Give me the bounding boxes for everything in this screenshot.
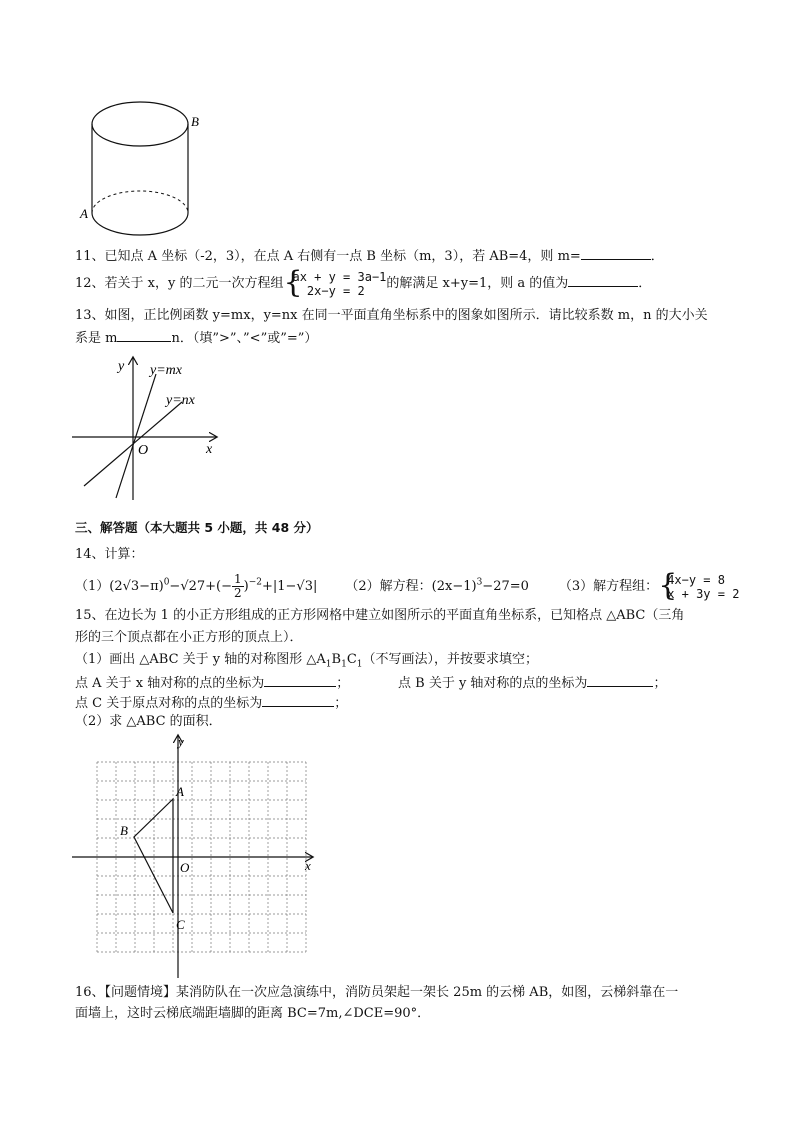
q14-part1-expr-a: (2√3−π): [109, 579, 164, 595]
vertex-c-label: C: [176, 917, 185, 932]
q12-answer-blank[interactable]: [568, 273, 638, 287]
triangle-abc: [134, 799, 173, 913]
q14-frac-den: 2: [234, 586, 242, 601]
question-16-line1: 16、【问题情境】某消防队在一次应急演练中，消防员架起一架长 25m 的云梯 AB，如图，云梯斜靠在一: [75, 985, 679, 1000]
q13-prefix: 系是 m: [75, 331, 118, 346]
x-axis-label: x: [206, 442, 213, 457]
cylinder-label-a: A: [80, 206, 88, 221]
q14-eq1: 4x−y = 8: [667, 572, 725, 587]
question-11: [75, 246, 664, 265]
q14-fraction: [232, 573, 244, 600]
q15-sub1: 1: [325, 659, 332, 670]
cylinder-top-ellipse: [92, 102, 188, 146]
q14-eq2: x + 3y = 2: [667, 586, 740, 601]
q12-equation-system: [283, 264, 387, 300]
q15-part1-d: （不写画法），并按要求填空；: [362, 652, 539, 667]
q15-fill-b-text: 点 B 关于 y 轴对称的点的坐标为: [398, 676, 588, 691]
question-14-parts: [75, 568, 739, 602]
q14-part1-label: （1）: [75, 579, 110, 595]
q11-end: ．: [650, 249, 664, 264]
question-15-fill-a: [75, 673, 349, 692]
q15-fill-c-blank[interactable]: [262, 693, 334, 707]
q12-eq2: 2x−y = 2: [292, 283, 365, 298]
cylinder-label-b: B: [191, 114, 199, 129]
q15-fill-a-blank[interactable]: [264, 673, 336, 687]
q14-part1-sup2: −2: [248, 578, 262, 588]
q15-fill-a-text: 点 A 关于 x 轴对称的点的坐标为: [75, 676, 265, 691]
q14-part2: [345, 579, 529, 594]
question-15-fill-b: [398, 673, 666, 692]
vertex-b-label: B: [120, 823, 128, 838]
q15-part1-b: B: [331, 652, 342, 667]
q12-eq1: ax + y = 3a−1: [292, 269, 387, 284]
q15-fill-c-text: 点 C 关于原点对称的点的坐标为: [75, 696, 263, 711]
coordinate-grid-figure: [66, 730, 326, 980]
q12-suffix: 的解满足 x+y=1，则 a 的值为: [386, 276, 569, 291]
y-axis-label: y: [118, 359, 125, 374]
cylinder-bottom-back: [92, 191, 188, 213]
grid-x-axis-label: x: [305, 858, 311, 873]
question-13-line2: [75, 328, 317, 347]
q14-part1: [75, 572, 318, 601]
q15-fill-c-end: ；: [334, 696, 348, 711]
q14-equation-system: [658, 567, 740, 603]
label-y-mx: y=mx: [150, 363, 182, 378]
proportional-functions-figure: [70, 352, 230, 502]
cylinder-bottom-front: [92, 213, 188, 235]
label-y-nx: y=nx: [166, 393, 195, 408]
question-16-line2: 面墙上，这时云梯底端距墙脚的距离 BC=7m,∠DCE=90°．: [75, 1006, 431, 1021]
q12-prefix: 12、若关于 x，y 的二元一次方程组: [75, 276, 284, 291]
line-y-mx: [116, 374, 156, 498]
grid-y-axis-label: y: [178, 734, 184, 749]
section-3-heading: 三、解答题（本大题共 5 小题，共 48 分）: [75, 520, 319, 535]
q15-sub3: 1: [356, 659, 363, 670]
question-15-part1: [75, 651, 538, 674]
q15-fill-b-blank[interactable]: [587, 673, 653, 687]
question-15-fill-c: [75, 693, 347, 712]
q11-answer-blank[interactable]: [581, 246, 651, 260]
q15-fill-a-end: ；: [336, 676, 350, 691]
q13-answer-blank[interactable]: [117, 328, 171, 342]
q15-sub2: 1: [341, 659, 347, 670]
cylinder-figure: [78, 100, 218, 240]
q14-part1-expr-c: ): [243, 579, 249, 595]
q14-part1-sup0: 0: [163, 578, 170, 588]
question-15-part2: （2）求 △ABC 的面积．: [75, 714, 222, 729]
q13-suffix: n．（填”>”、”<”或”=”）: [171, 331, 318, 346]
brace-icon: {: [283, 264, 303, 300]
question-15-line1: 15、在边长为 1 的小正方形组成的正方形网格中建立如图所示的平面直角坐标系，已知格点 △ABC（三角: [75, 608, 685, 623]
q15-part1-c: C: [346, 652, 357, 667]
q14-part1-expr-b: −√27+(−: [169, 579, 232, 595]
brace-icon: {: [658, 567, 678, 603]
question-15-line2: 形的三个顶点都在小正方形的顶点上）．: [75, 630, 303, 645]
q14-part3: [558, 567, 740, 603]
origin-label: O: [138, 443, 149, 458]
q11-text: 11、已知点 A 坐标（-2，3），在点 A 右侧有一点 B 坐标（m，3），若 AB=4，则 m=: [75, 249, 581, 264]
grid-origin-label: O: [180, 860, 190, 875]
q15-part1-a: （1）画出 △ABC 关于 y 轴的对称图形 △A: [75, 652, 326, 667]
q14-part2-end: −27=0: [482, 579, 529, 595]
q14-frac-num: 1: [234, 572, 242, 587]
q14-part1-expr-d: +|1−√3|: [262, 579, 318, 595]
question-12: [75, 264, 652, 300]
q12-end: ．: [638, 276, 652, 291]
vertex-a-label: A: [176, 784, 184, 799]
q14-part2-sup: 3: [476, 578, 483, 588]
q14-part3-text: （3）解方程组：: [558, 579, 659, 595]
q15-fill-b-end: ；: [653, 676, 667, 691]
question-14-title: 14、计算：: [75, 547, 144, 562]
q14-part2-text: （2）解方程：(2x−1): [345, 579, 477, 595]
question-13-line1: 13、如图，正比例函数 y=mx，y=nx 在同一平面直角坐标系中的图象如图所示．请比较系数 m，n 的大小关: [75, 308, 708, 323]
